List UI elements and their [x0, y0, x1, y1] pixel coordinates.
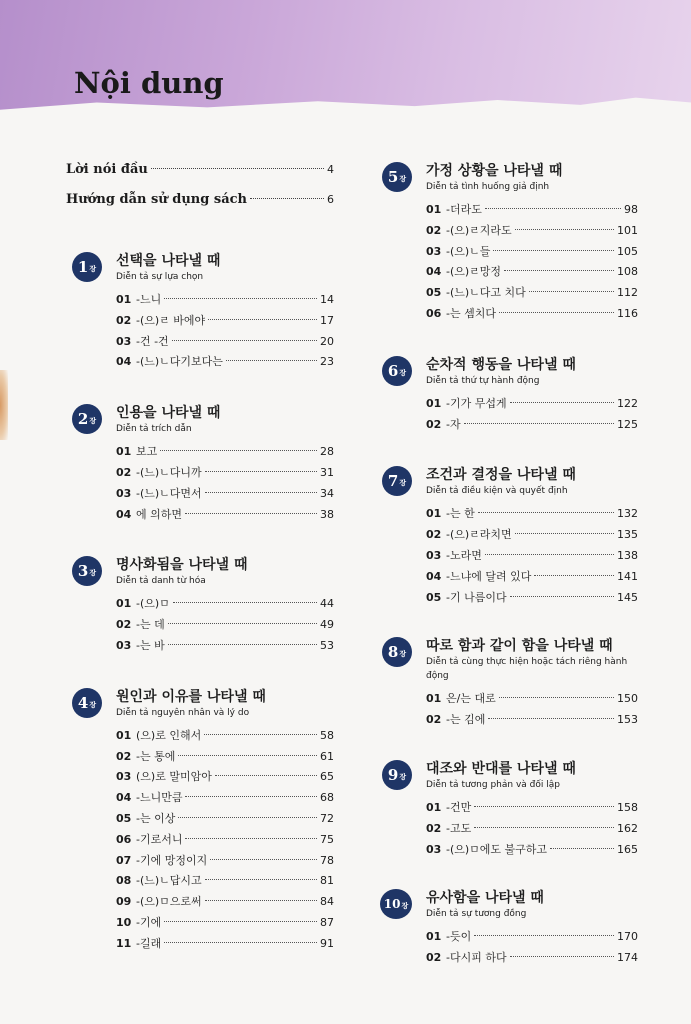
leader-dots [485, 554, 614, 555]
entry-number: 04 [116, 507, 132, 521]
chapter-section [66, 556, 334, 657]
entry-page: 84 [320, 895, 334, 909]
chapter-suffix: 장 [89, 569, 97, 578]
chapter-section [376, 162, 638, 326]
leader-dots [515, 229, 614, 230]
entry-label: 에 의하면 [136, 507, 183, 521]
chapter-section [376, 637, 638, 732]
toc-entry[interactable] [426, 201, 638, 222]
entry-label: -노라면 [446, 548, 482, 562]
leader-dots [160, 450, 317, 451]
chapter-number: 1 [77, 258, 89, 276]
toc-entry[interactable] [116, 312, 334, 333]
toc-intro-label: Hướng dẫn sử dụng sách [66, 192, 247, 207]
toc-entry[interactable] [426, 690, 638, 711]
leader-dots [168, 644, 317, 645]
entry-number: 06 [426, 306, 442, 320]
entry-label: -(으)ㄹ망정 [446, 265, 502, 279]
entry-page: 44 [320, 597, 334, 611]
toc-entry[interactable] [116, 852, 334, 873]
toc-entry[interactable] [116, 333, 334, 354]
toc-entry[interactable] [426, 222, 638, 243]
chapter-section [66, 404, 334, 526]
chapter-number: 9 [387, 765, 399, 784]
chapter-number-badge [380, 889, 412, 919]
leader-dots [210, 859, 317, 860]
chapter-number-badge [72, 404, 102, 434]
toc-entry[interactable] [116, 616, 334, 637]
entry-label: -기에 [136, 915, 162, 929]
chapter-number-badge [72, 252, 102, 282]
entry-label: -건 -건 [136, 334, 169, 348]
entry-label: -는 김에 [446, 713, 486, 727]
chapter-title[interactable]: 선택을 나타낼 때 [116, 253, 221, 269]
chapter-suffix: 장 [399, 175, 407, 183]
chapter-number-badge [382, 637, 412, 667]
leader-dots [464, 423, 614, 424]
leader-dots [510, 596, 614, 597]
leader-dots [529, 291, 614, 292]
chapter-title[interactable]: 인용을 나타낼 때 [116, 405, 221, 422]
toc-entry[interactable] [426, 284, 638, 305]
entry-number: 02 [426, 417, 442, 431]
chapter-suffix: 장 [399, 368, 407, 377]
entry-number: 03 [426, 548, 442, 562]
chapter-number: 2 [77, 410, 89, 429]
entry-number: 06 [116, 832, 132, 846]
entry-page: 17 [320, 313, 334, 327]
leader-dots [205, 900, 317, 901]
entry-label: -기에 망정이지 [136, 853, 208, 867]
toc-entry[interactable] [426, 263, 638, 284]
leader-dots [474, 806, 614, 807]
entry-label: -(느)ㄴ다고 치다 [446, 286, 526, 300]
leader-dots [185, 838, 317, 839]
leader-dots [493, 250, 614, 251]
entry-page: 153 [617, 713, 638, 727]
entry-page: 141 [617, 569, 638, 583]
chapter-number: 10 [383, 897, 401, 912]
entry-label: -(느)ㄴ다기보다는 [136, 355, 223, 369]
entry-number: 02 [426, 223, 442, 237]
entry-number: 11 [116, 936, 132, 950]
toc-entry[interactable] [426, 799, 638, 820]
toc-entry[interactable] [116, 748, 334, 769]
chapter-subtitle: Diễn tả thứ tự hành động [426, 375, 540, 386]
leader-dots [488, 718, 614, 719]
chapter-number-badge [382, 356, 412, 386]
toc-entry[interactable] [426, 568, 638, 589]
entry-number: 02 [426, 821, 442, 835]
toc-entry[interactable] [426, 589, 638, 610]
entry-label: -느냐에 달려 있다 [446, 569, 532, 583]
chapter-number-badge [72, 556, 102, 586]
leader-dots [205, 492, 317, 493]
toc-entry[interactable] [116, 893, 334, 914]
entry-number: 01 [426, 203, 442, 216]
entry-page: 108 [617, 265, 638, 279]
entry-page: 87 [320, 915, 334, 929]
entry-label: -(으)ㅁ [136, 597, 170, 611]
entry-number: 02 [426, 713, 442, 727]
toc-entry[interactable] [426, 395, 638, 416]
entry-label: 보고 [136, 445, 158, 459]
entry-page: 165 [617, 842, 638, 856]
entry-label: -기가 무섭게 [446, 396, 507, 410]
entry-number: 02 [426, 951, 442, 965]
chapter-subtitle: Diễn tả trích dẫn [116, 424, 192, 435]
toc-entry[interactable] [116, 637, 334, 658]
entry-page: 98 [624, 203, 638, 216]
leader-dots [550, 848, 614, 849]
chapter-subtitle: Diễn tả sự tương đồng [426, 909, 527, 920]
entry-page: 145 [617, 590, 638, 604]
entry-number: 05 [426, 286, 442, 300]
chapter-title[interactable]: 원인과 이유를 나타낼 때 [116, 688, 266, 705]
entry-number: 01 [426, 692, 442, 706]
toc-intro-label: Lời nói đầu [66, 162, 148, 177]
entry-number: 01 [116, 728, 132, 742]
leader-dots [168, 623, 317, 624]
chapter-suffix: 장 [399, 479, 407, 488]
entry-number: 01 [116, 445, 132, 459]
leader-dots [534, 575, 614, 576]
entry-label: -는 이상 [136, 811, 176, 825]
leader-dots [164, 921, 317, 922]
entry-label: -더라도 [446, 203, 482, 216]
leader-dots [173, 602, 317, 603]
toc-entry[interactable] [116, 872, 334, 893]
toc-entry[interactable] [116, 914, 334, 935]
entry-number: 03 [116, 334, 132, 348]
entry-number: 01 [426, 930, 442, 944]
entry-number: 04 [426, 569, 442, 583]
entry-number: 04 [426, 265, 442, 279]
entry-page: 72 [320, 811, 334, 825]
leader-dots [499, 312, 614, 313]
toc-entry[interactable] [426, 841, 638, 862]
entry-number: 08 [116, 874, 132, 888]
entry-page: 31 [320, 465, 334, 479]
toc-entry[interactable] [116, 831, 334, 852]
toc-entry[interactable] [116, 485, 334, 506]
entry-number: 01 [426, 800, 442, 814]
entry-label: -(으)ㄹ 바에야 [136, 313, 206, 327]
entry-label: -(느)ㄴ다면서 [136, 486, 202, 500]
toc-entry[interactable] [426, 305, 638, 326]
chapter-subtitle: Diễn tả danh từ hóa [116, 576, 206, 587]
toc-intro-item[interactable] [66, 192, 334, 222]
entry-label: -느니만큼 [136, 791, 183, 805]
chapter-title[interactable]: 순차적 행동을 나타낼 때 [426, 356, 576, 373]
leader-dots [474, 827, 614, 828]
chapter-title[interactable]: 조건과 결정을 나타낼 때 [426, 467, 576, 484]
entry-page: 20 [320, 334, 334, 348]
entry-page: 158 [617, 800, 638, 814]
chapter-suffix: 장 [399, 772, 407, 781]
leader-dots [205, 879, 317, 880]
entry-page: 174 [617, 951, 638, 965]
toc-entry[interactable] [116, 443, 334, 464]
toc-entry[interactable] [116, 595, 334, 616]
entry-number: 10 [116, 915, 132, 929]
entry-label: -(으)ㅁ으로써 [136, 895, 202, 909]
entry-page: 61 [320, 749, 334, 763]
entry-number: 07 [116, 853, 132, 867]
entry-page: 138 [617, 548, 638, 562]
toc-entry[interactable] [116, 727, 334, 748]
chapter-section [376, 760, 638, 861]
toc-entry[interactable] [116, 291, 334, 312]
chapter-subtitle: Diễn tả sự lựa chọn [116, 272, 204, 282]
entry-number: 03 [426, 842, 442, 856]
chapter-title[interactable]: 명사화됨을 나타낼 때 [116, 557, 248, 574]
toc-entry[interactable] [426, 547, 638, 568]
toc-column-right [376, 162, 638, 970]
chapter-number: 5 [387, 168, 399, 186]
leader-dots [499, 697, 614, 698]
leader-dots [164, 298, 317, 299]
toc-entry[interactable] [426, 928, 638, 949]
leader-dots [510, 956, 614, 957]
entry-label: -(으)ㄴ들 [446, 244, 491, 258]
entry-label: -는 셈치다 [446, 306, 496, 320]
entry-number: 09 [116, 895, 132, 909]
entry-number: 05 [116, 811, 132, 825]
leader-dots [208, 319, 317, 320]
chapter-subtitle: Diễn tả cùng thực hiện hoặc tách riêng hành động [426, 657, 628, 682]
chapter-number-badge [382, 466, 412, 496]
toc-entry[interactable] [116, 935, 334, 956]
chapter-suffix: 장 [89, 417, 97, 426]
entry-number: 03 [426, 244, 442, 258]
entry-page: 14 [320, 293, 334, 306]
chapter-suffix: 장 [89, 265, 97, 273]
chapter-subtitle: Diễn tả điều kiện và quyết định [426, 486, 568, 497]
chapter-number: 4 [77, 693, 89, 712]
entry-page: 53 [320, 638, 334, 652]
toc-entry[interactable] [426, 416, 638, 437]
leader-dots [510, 402, 614, 403]
chapter-number-badge [72, 688, 102, 718]
entry-page: 162 [617, 821, 638, 835]
entry-label: (으)로 인해서 [136, 728, 202, 742]
chapter-subtitle: Diễn tả tình huống giả định [426, 182, 550, 192]
entry-label: -(느)ㄴ답시고 [136, 874, 202, 888]
toc-column-left [66, 162, 334, 956]
binding-edge [0, 370, 8, 440]
leader-dots [178, 817, 317, 818]
entry-page: 122 [617, 396, 638, 410]
entry-page: 125 [617, 417, 638, 431]
leader-dots [164, 942, 317, 943]
toc-intro-page: 4 [327, 163, 334, 176]
entry-number: 03 [116, 638, 132, 652]
entry-number: 04 [116, 355, 132, 369]
entry-page: 132 [617, 507, 638, 521]
chapter-suffix: 장 [399, 650, 407, 659]
entry-page: 91 [320, 936, 334, 950]
chapter-title[interactable]: 유사함을 나타낼 때 [426, 890, 544, 907]
toc-entry[interactable] [426, 526, 638, 547]
entry-label: -는 바 [136, 638, 165, 652]
leader-dots [515, 533, 614, 534]
toc-entry[interactable] [426, 711, 638, 732]
entry-number: 02 [116, 313, 132, 327]
page-title: Nội dung [74, 66, 224, 100]
leader-dots [185, 513, 317, 514]
entry-number: 01 [426, 396, 442, 410]
entry-label: 은/는 대로 [446, 692, 496, 706]
entry-label: -기 나름이다 [446, 590, 507, 604]
chapter-section [66, 688, 334, 956]
leader-dots [250, 198, 324, 199]
leader-dots [204, 734, 317, 735]
entry-label: -고도 [446, 821, 472, 835]
toc-entry[interactable] [426, 820, 638, 841]
entry-number: 04 [116, 791, 132, 805]
entry-page: 65 [320, 770, 334, 784]
leader-dots [485, 208, 621, 209]
entry-page: 49 [320, 618, 334, 632]
chapter-section [66, 252, 334, 374]
entry-page: 135 [617, 528, 638, 542]
chapter-number-badge [382, 162, 412, 192]
chapter-title[interactable]: 가정 상황을 나타낼 때 [426, 163, 563, 179]
chapter-section [376, 889, 638, 970]
entry-number: 01 [116, 597, 132, 611]
entry-page: 116 [617, 306, 638, 320]
toc-entry[interactable] [116, 810, 334, 831]
entry-label: -(으)ㄹ라치면 [446, 528, 512, 542]
chapter-section [376, 466, 638, 609]
chapter-number: 6 [387, 361, 399, 380]
chapter-section [376, 356, 638, 437]
entry-page: 38 [320, 507, 334, 521]
leader-dots [504, 270, 614, 271]
entry-label: -(느)ㄴ다니까 [136, 465, 202, 479]
leader-dots [226, 360, 317, 361]
entry-page: 68 [320, 791, 334, 805]
entry-page: 34 [320, 486, 334, 500]
entry-label: -(으)ㅁ에도 불구하고 [446, 842, 548, 856]
entry-number: 03 [116, 486, 132, 500]
chapter-number: 8 [387, 643, 399, 662]
entry-label: -다시피 하다 [446, 951, 507, 965]
chapter-title[interactable]: 따로 함과 같이 함을 나타낼 때 [426, 638, 613, 655]
chapter-subtitle: Diễn tả tương phản và đối lập [426, 779, 560, 790]
entry-number: 01 [116, 293, 132, 306]
entry-number: 05 [426, 590, 442, 604]
toc-entry[interactable] [116, 464, 334, 485]
entry-number: 01 [426, 507, 442, 521]
entry-label: -는 데 [136, 618, 165, 632]
entry-label: -는 통에 [136, 749, 176, 763]
entry-page: 75 [320, 832, 334, 846]
leader-dots [474, 935, 614, 936]
entry-label: -는 한 [446, 507, 475, 521]
toc-entry[interactable] [426, 243, 638, 264]
entry-label: -길래 [136, 936, 162, 950]
toc-entry[interactable] [116, 789, 334, 810]
header-banner [0, 0, 691, 122]
entry-label: -듯이 [446, 930, 472, 944]
entry-label: -건만 [446, 800, 472, 814]
leader-dots [151, 168, 324, 169]
entry-page: 150 [617, 692, 638, 706]
entry-number: 02 [116, 465, 132, 479]
chapter-title[interactable]: 대조와 반대를 나타낼 때 [426, 760, 576, 777]
entry-page: 23 [320, 355, 334, 369]
entry-number: 02 [116, 618, 132, 632]
toc-entry[interactable] [116, 506, 334, 527]
entry-label: -기로서니 [136, 832, 183, 846]
chapter-suffix: 장 [89, 700, 97, 709]
entry-page: 28 [320, 445, 334, 459]
leader-dots [178, 755, 317, 756]
chapter-number-badge [382, 760, 412, 790]
toc-intro-page: 6 [327, 193, 334, 206]
chapter-number: 3 [77, 562, 89, 581]
entry-page: 81 [320, 874, 334, 888]
entry-page: 58 [320, 728, 334, 742]
entry-label: (으)로 말미암아 [136, 770, 212, 784]
entry-label: -자 [446, 417, 461, 431]
entry-number: 03 [116, 770, 132, 784]
toc-intro-item[interactable] [66, 162, 334, 192]
leader-dots [185, 796, 317, 797]
entry-number: 02 [116, 749, 132, 763]
toc-entry[interactable] [426, 505, 638, 526]
entry-number: 02 [426, 528, 442, 542]
chapter-subtitle: Diễn tả nguyên nhân và lý do [116, 707, 250, 718]
chapter-suffix: 장 [401, 902, 409, 911]
entry-page: 78 [320, 853, 334, 867]
entry-page: 105 [617, 244, 638, 258]
entry-page: 170 [617, 930, 638, 944]
entry-page: 112 [617, 286, 638, 300]
entry-page: 101 [617, 223, 638, 237]
chapter-number: 7 [387, 472, 399, 491]
toc-entry[interactable] [426, 949, 638, 970]
toc-entry[interactable] [116, 768, 334, 789]
leader-dots [478, 512, 614, 513]
leader-dots [172, 340, 317, 341]
entry-label: -느니 [136, 293, 162, 306]
toc-entry[interactable] [116, 353, 334, 374]
entry-label: -(으)ㄹ지라도 [446, 223, 512, 237]
leader-dots [205, 471, 317, 472]
leader-dots [215, 775, 317, 776]
